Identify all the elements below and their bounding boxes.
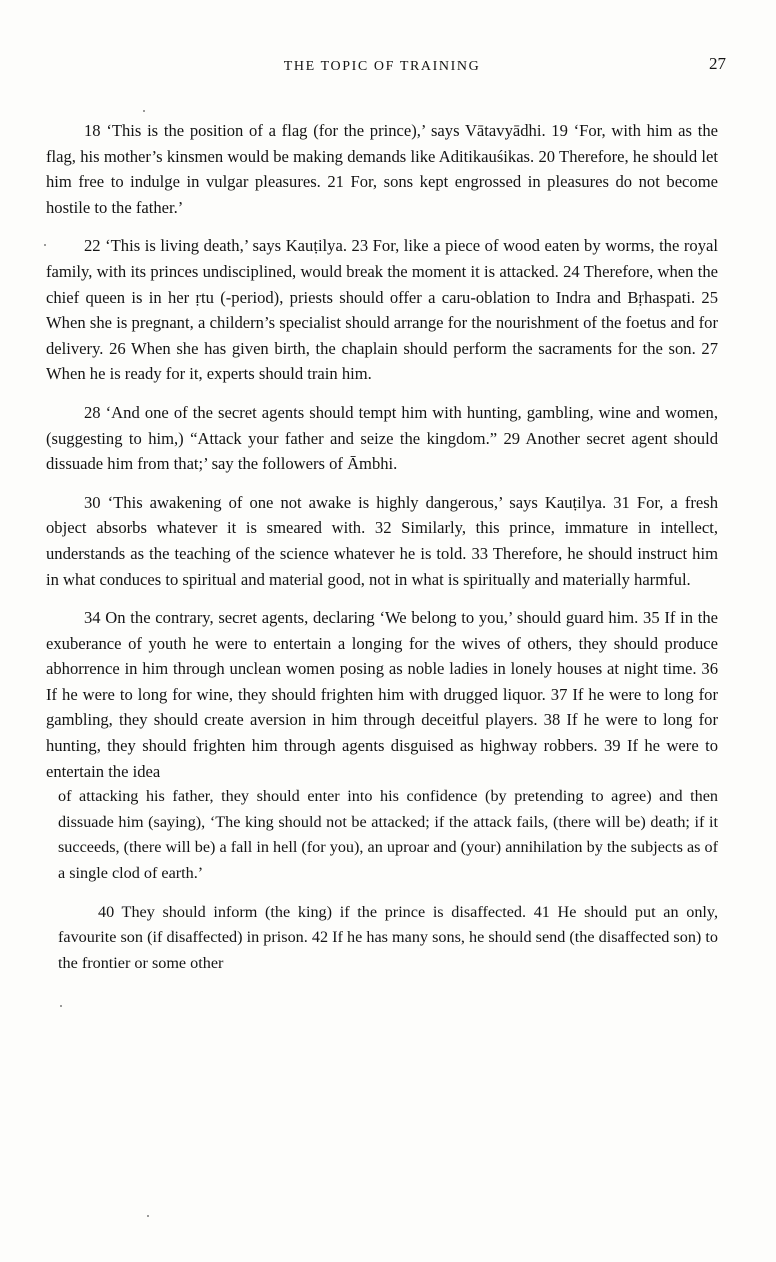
scan-speck <box>44 244 46 246</box>
paragraph-28-29: 28 ‘And one of the secret agents should tempt him with hunting, gambling, wine and women, (suggesting to him,) “Attack your father and seize the kingdom.” 29 Another secret agent should dissuade him from that;’ say the followers of Āmbhi. <box>46 402 718 474</box>
running-title: THE TOPIC OF TRAINING <box>283 59 481 74</box>
scan-speck <box>147 1215 149 1217</box>
paragraph-30-33: 30 ‘This awakening of one not awake is highly dangerous,’ says Kauṭilya. 31 For, a fresh object absorbs whatever it is smeared with. 32 Similarly, this prince, immature in intellect, understands as the teaching of the science whatever he is told. 33 Therefore, he should instruct him in what conduces to spiritual and material good, not in what is spiritually and materially harmful. <box>46 492 718 589</box>
paragraph-18-21: 18 ‘This is the position of a flag (for the prince),’ says Vātavyādhi. 19 ‘For, with him as the flag, his mother’s kinsmen would be making demands like Aditikauśikas. 20 Therefore, he should let him free to indulge in vulgar pleasures. 21 For, sons kept engrossed in pleasures do not become hostile to the father.’ <box>46 121 718 217</box>
scan-speck <box>60 1005 62 1007</box>
paragraph-22-27: 22 ‘This is living death,’ says Kauṭilya. 23 For, like a piece of wood eaten by worms, the royal family, with its princes undisciplined, would break the moment it is attacked. 24 Therefore, when the chief queen is in her ṛtu (-period), priests should offer a caru-oblation to Indra and Bṛhaspati. 25 When she is pregnant, a childern’s specialist should arrange for the nourishment of the foetus and for delivery. 26 When she has given birth, the chaplain should perform the sacraments for the son. 27 When he is ready for it, experts should train him. <box>46 236 718 384</box>
paragraph-40-42: 40 They should inform (the king) if the prince is disaffected. 41 He should put an only, favourite son (if disaffected) in prison. 42 If he has many sons, he should send (the disaffected son) to the frontier or some other <box>58 902 718 972</box>
paragraph-34-39: 34 On the contrary, secret agents, declaring ‘We belong to you,’ should guard him. 35 If in the exuberance of youth he were to entertain a longing for the wives of others, they should produce abhorrence in him through unclean women posing as noble ladies in lonely houses at night time. 36 If he were to long for wine, they should frighten him with drugged liquor. 37 If he were to long for gambling, they should create aversion in him through deceitful players. 38 If he were to long for hunting, they should frighten him through agents disguised as highway robbers. 39 If he were to entertain the idea <box>46 608 718 781</box>
scan-speck <box>143 110 145 112</box>
page-number: 27 <box>709 54 726 73</box>
running-head <box>46 54 726 80</box>
paragraph-39-continued: of attacking his father, they should enter into his confidence (by pretending to agree) and then dissuade him (saying), ‘The king should not be attacked; if the attack fails, (there will be) death; if it succeeds, (there will be) a fall in hell (for you), an uproar and (your) annihilation by the subjects as of a single clod of earth.’ <box>58 787 718 883</box>
body-text <box>46 118 718 989</box>
